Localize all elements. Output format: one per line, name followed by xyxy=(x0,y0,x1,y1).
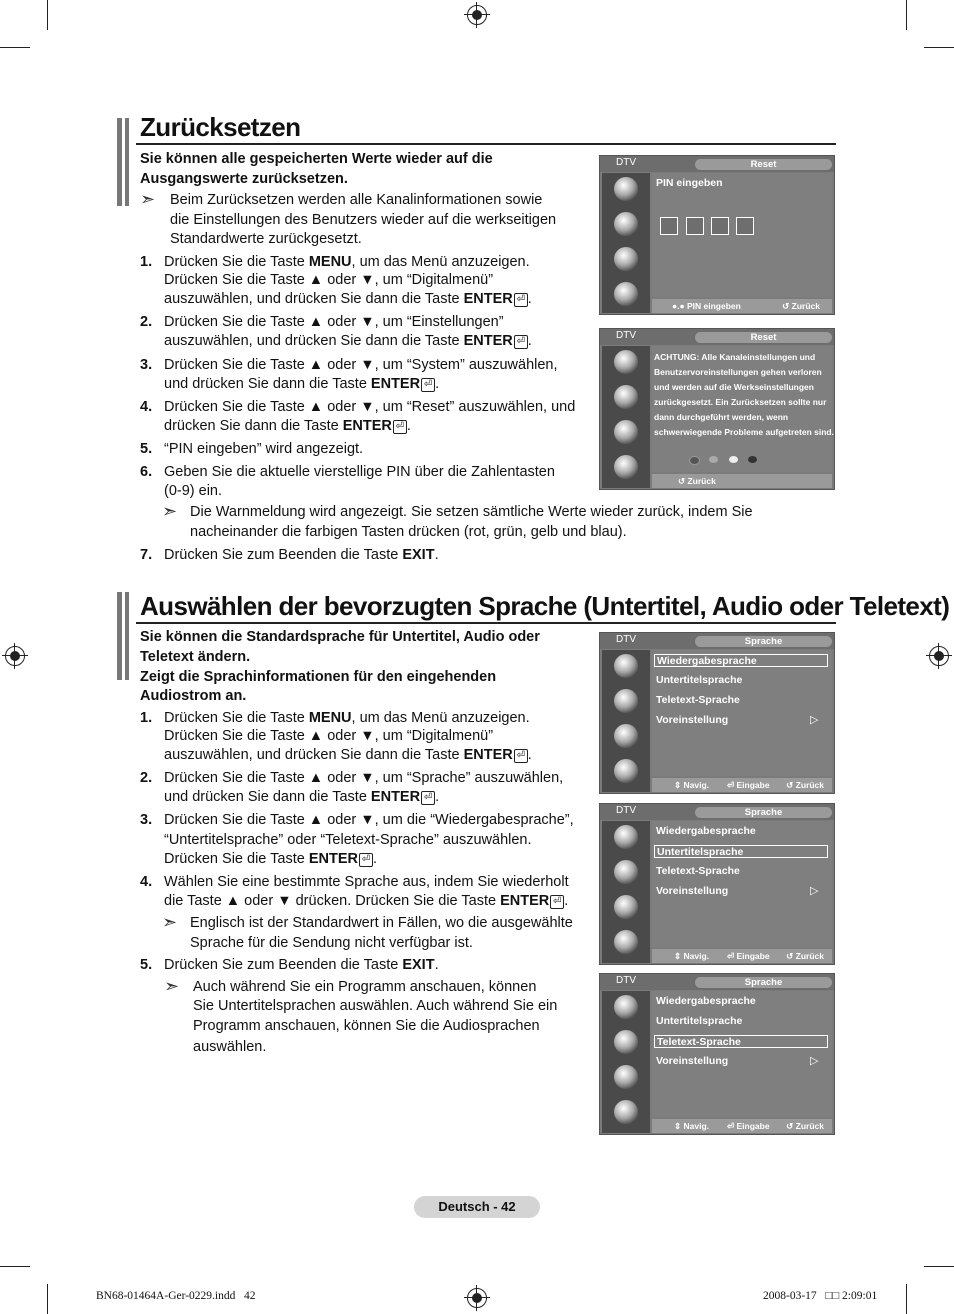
enter-icon: ⏎ xyxy=(514,335,528,349)
step-text: auszuwählen, und drücken Sie dann die Taste ENTER ⏎ . xyxy=(164,291,532,307)
step-number: 4. xyxy=(140,399,153,415)
enter-icon: ⏎ xyxy=(514,293,528,307)
step-text: Drücken Sie die Taste ▲ oder ▼, um “Sprache” auszuwählen, xyxy=(164,770,564,786)
step-text: Drücken Sie die Taste ▲ oder ▼, um “Digitalmenü” xyxy=(164,272,494,288)
step-number: 2. xyxy=(140,770,153,786)
note-arrow-icon: ➣ xyxy=(162,912,178,932)
note-text: Englisch ist der Standardwert in Fällen, wo die ausgewählte xyxy=(190,915,573,931)
note-text: Die Warnmeldung wird angezeigt. Sie setzen sämtliche Werte wieder zurück, indem Sie xyxy=(190,504,753,520)
osd-pin-title: PIN eingeben xyxy=(656,177,723,189)
osd-footer xyxy=(652,299,832,313)
registration-mark-icon xyxy=(5,646,25,666)
color-dot-red xyxy=(689,456,700,465)
osd-warning-screen xyxy=(599,328,835,490)
osd-enter-hint: ⏎ Eingabe xyxy=(727,951,770,961)
pin-digit-box xyxy=(736,217,754,235)
pin-digit-box xyxy=(711,217,729,235)
crop-mark xyxy=(906,0,907,30)
step-text: Geben Sie die aktuelle vierstellige PIN über die Zahlentasten xyxy=(164,464,555,480)
osd-back-hint: ↺ Zurück xyxy=(786,1121,824,1131)
step-text: Drücken Sie die Taste ▲ oder ▼, um “Einstellungen” xyxy=(164,314,504,330)
intro-text: Sie können alle gespeicherten Werte wieder auf die xyxy=(140,151,493,167)
osd-content xyxy=(652,346,832,472)
note-text: Standardwerte zurückgesetzt. xyxy=(170,231,362,247)
step-text: Drücken Sie die Taste MENU, um das Menü anzuzeigen. xyxy=(164,710,530,726)
sound-icon xyxy=(614,212,638,236)
step-number: 5. xyxy=(140,441,153,457)
note-arrow-icon: ➣ xyxy=(162,501,178,521)
sound-icon xyxy=(614,689,638,713)
sound-icon xyxy=(614,385,638,409)
crop-mark xyxy=(924,47,954,48)
satellite-icon xyxy=(614,350,638,374)
satellite-icon xyxy=(614,654,638,678)
gear-icon xyxy=(614,1065,638,1089)
osd-item-untertitelsprache[interactable]: Untertitelsprache xyxy=(656,674,743,686)
osd-dtv-label: DTV xyxy=(616,634,636,645)
osd-header xyxy=(600,633,834,649)
osd-sidebar xyxy=(602,650,650,792)
osd-back-hint: ↺ Zurück xyxy=(786,951,824,961)
registration-mark-icon xyxy=(467,5,487,25)
osd-content xyxy=(652,650,832,776)
osd-content xyxy=(652,991,832,1117)
intro-text: Sie können die Standardsprache für Untertitel, Audio oder xyxy=(140,629,540,645)
osd-item-voreinstellung[interactable]: Voreinstellung xyxy=(656,1055,729,1067)
osd-header xyxy=(600,974,834,990)
section-marker xyxy=(117,118,129,206)
osd-warning-text: ACHTUNG: Alle Kanaleinstellungen und Benutzervoreinstellungen gehen verloren und werden auf die Werkseinstellungen zurückgesetzt. Ein Zurücksetzen sollte nur dann durchgeführt werden, wenn schwerwiegende Probleme aufgetreten sind. xyxy=(654,352,834,437)
enter-icon: ⏎ xyxy=(550,895,564,909)
input-icon xyxy=(614,930,638,954)
note-text: Programm anschauen, können Sie die Audiosprachen xyxy=(193,1018,540,1034)
osd-item-teletext-sprache[interactable]: Teletext-Sprache xyxy=(656,865,740,877)
step-text: Drücken Sie die Taste ▲ oder ▼, um “System” auszuwählen, xyxy=(164,357,558,373)
note-text: Sie Untertitelsprachen auswählen. Auch während Sie ein xyxy=(193,998,558,1014)
gear-icon xyxy=(614,420,638,444)
step-number: 7. xyxy=(140,547,153,563)
osd-nav-hint: ⇕ Navig. xyxy=(674,1121,709,1131)
satellite-icon xyxy=(614,995,638,1019)
crop-mark xyxy=(47,1284,48,1314)
section-marker xyxy=(117,592,129,680)
note-text: auswählen. xyxy=(193,1039,267,1055)
osd-pin-screen xyxy=(599,155,835,315)
print-file-info: BN68-01464A-Ger-0229.indd 42 xyxy=(96,1290,256,1302)
step-number: 4. xyxy=(140,874,153,890)
osd-footer xyxy=(652,474,832,488)
input-icon xyxy=(614,455,638,479)
step-text: Drücken Sie die Taste ▲ oder ▼, um “Digitalmenü” xyxy=(164,728,494,744)
enter-icon: ⏎ xyxy=(514,749,528,763)
osd-header xyxy=(600,156,834,172)
osd-tab-reset: Reset xyxy=(695,332,832,343)
osd-item-untertitelsprache[interactable]: Untertitelsprache xyxy=(656,1015,743,1027)
note-text: Beim Zurücksetzen werden alle Kanalinformationen sowie xyxy=(170,192,543,208)
note-text: Auch während Sie ein Programm anschauen, können xyxy=(193,979,537,995)
osd-tab-sprache: Sprache xyxy=(695,977,832,988)
color-dot-yellow xyxy=(729,456,738,463)
input-icon xyxy=(614,759,638,783)
osd-footer xyxy=(652,778,832,792)
osd-item-voreinstellung[interactable]: Voreinstellung xyxy=(656,714,729,726)
step-text: Drücken Sie zum Beenden die Taste EXIT. xyxy=(164,547,439,563)
osd-item-wiedergabesprache[interactable]: Wiedergabesprache xyxy=(656,825,756,837)
section-rule xyxy=(136,622,836,624)
note-arrow-icon: ➣ xyxy=(164,976,180,996)
osd-pin-hint: ●.● PIN eingeben xyxy=(672,301,741,311)
osd-footer xyxy=(652,949,832,963)
registration-mark-icon xyxy=(467,1288,487,1308)
input-icon xyxy=(614,282,638,306)
step-text: auszuwählen, und drücken Sie dann die Taste ENTER ⏎ . xyxy=(164,333,532,349)
crop-mark xyxy=(924,1266,954,1267)
section-title: Zurücksetzen xyxy=(140,112,301,142)
step-text: Drücken Sie die Taste ▲ oder ▼, um “Reset” auszuwählen, und xyxy=(164,399,576,415)
step-text: und drücken Sie dann die Taste ENTER ⏎ . xyxy=(164,789,440,805)
step-text: Wählen Sie eine bestimmte Sprache aus, indem Sie wiederholt xyxy=(164,874,569,890)
intro-text: Teletext ändern. xyxy=(140,649,251,665)
osd-back-hint: ↺ Zurück xyxy=(786,780,824,790)
gear-icon xyxy=(614,247,638,271)
osd-item-wiedergabesprache[interactable]: Wiedergabesprache xyxy=(654,654,828,667)
input-icon xyxy=(614,1100,638,1124)
note-text: die Einstellungen des Benutzers wieder auf die werkseitigen xyxy=(170,212,557,228)
osd-header xyxy=(600,329,834,345)
page-number-badge: Deutsch - 42 xyxy=(414,1196,540,1218)
satellite-icon xyxy=(614,177,638,201)
osd-item-wiedergabesprache[interactable]: Wiedergabesprache xyxy=(656,995,756,1007)
crop-mark xyxy=(906,1284,907,1314)
step-text: und drücken Sie dann die Taste ENTER ⏎ . xyxy=(164,376,440,392)
osd-sidebar xyxy=(602,173,650,313)
crop-mark xyxy=(0,1266,30,1267)
chevron-right-icon: ▷ xyxy=(810,1055,819,1067)
osd-back-hint: ↺ Zurück xyxy=(678,476,716,486)
osd-item-voreinstellung[interactable]: Voreinstellung xyxy=(656,885,729,897)
step-text: “PIN eingeben” wird angezeigt. xyxy=(164,441,364,457)
step-text: drücken Sie dann die Taste ENTER ⏎ . xyxy=(164,418,411,434)
osd-tab-reset: Reset xyxy=(695,159,832,170)
step-number: 2. xyxy=(140,314,153,330)
osd-nav-hint: ⇕ Navig. xyxy=(674,951,709,961)
osd-header xyxy=(600,804,834,820)
step-number: 3. xyxy=(140,357,153,373)
osd-enter-hint: ⏎ Eingabe xyxy=(727,780,770,790)
osd-dtv-label: DTV xyxy=(616,805,636,816)
step-text: Drücken Sie die Taste MENU, um das Menü anzuzeigen. xyxy=(164,254,530,270)
step-text: auszuwählen, und drücken Sie dann die Taste ENTER ⏎ . xyxy=(164,747,532,763)
osd-dtv-label: DTV xyxy=(616,975,636,986)
gear-icon xyxy=(614,724,638,748)
osd-item-untertitelsprache[interactable]: Untertitelsprache xyxy=(654,845,828,858)
osd-tab-sprache: Sprache xyxy=(695,807,832,818)
crop-mark xyxy=(0,47,30,48)
chevron-right-icon: ▷ xyxy=(810,885,819,897)
color-dot-green xyxy=(709,456,718,463)
step-text: Drücken Sie die Taste ENTER ⏎ . xyxy=(164,851,377,867)
osd-back-hint: ↺ Zurück xyxy=(782,301,820,311)
note-text: Sprache für die Sendung nicht verfügbar ist. xyxy=(190,935,473,951)
satellite-icon xyxy=(614,825,638,849)
chevron-right-icon: ▷ xyxy=(810,714,819,726)
step-text: Drücken Sie zum Beenden die Taste EXIT. xyxy=(164,957,439,973)
section-rule xyxy=(136,143,836,145)
enter-icon: ⏎ xyxy=(421,791,435,805)
gear-icon xyxy=(614,895,638,919)
pin-digit-box xyxy=(686,217,704,235)
section-title: Auswählen der bevorzugten Sprache (Untertitel, Audio oder Teletext) xyxy=(140,591,950,621)
registration-mark-icon xyxy=(929,646,949,666)
enter-icon: ⏎ xyxy=(359,853,373,867)
osd-item-teletext-sprache[interactable]: Teletext-Sprache xyxy=(654,1035,828,1048)
osd-dtv-label: DTV xyxy=(616,157,636,168)
step-text: (0-9) ein. xyxy=(164,483,223,499)
osd-sidebar xyxy=(602,991,650,1133)
pin-digit-box xyxy=(660,217,678,235)
osd-sidebar xyxy=(602,346,650,488)
osd-item-teletext-sprache[interactable]: Teletext-Sprache xyxy=(656,694,740,706)
osd-language-screen-3 xyxy=(599,973,835,1135)
osd-language-screen-1 xyxy=(599,632,835,794)
color-dot-blue xyxy=(748,456,757,463)
step-number: 5. xyxy=(140,957,153,973)
step-number: 1. xyxy=(140,254,153,270)
step-number: 1. xyxy=(140,710,153,726)
osd-dtv-label: DTV xyxy=(616,330,636,341)
osd-enter-hint: ⏎ Eingabe xyxy=(727,1121,770,1131)
intro-text: Audiostrom an. xyxy=(140,688,247,704)
sound-icon xyxy=(614,1030,638,1054)
osd-sidebar xyxy=(602,821,650,963)
crop-mark xyxy=(47,0,48,30)
step-text: “Untertitelsprache” oder “Teletext-Sprache” auszuwählen. xyxy=(164,832,532,848)
osd-tab-sprache: Sprache xyxy=(695,636,832,647)
osd-language-screen-2 xyxy=(599,803,835,965)
step-text: die Taste ▲ oder ▼ drücken. Drücken Sie die Taste ENTER ⏎ . xyxy=(164,893,569,909)
intro-text: Zeigt die Sprachinformationen für den eingehenden xyxy=(140,669,497,685)
intro-text: Ausgangswerte zurücksetzen. xyxy=(140,171,348,187)
osd-footer xyxy=(652,1119,832,1133)
osd-content xyxy=(652,173,832,297)
sound-icon xyxy=(614,860,638,884)
note-text: nacheinander die farbigen Tasten drücken (rot, grün, gelb und blau). xyxy=(190,524,627,540)
osd-content xyxy=(652,821,832,947)
step-number: 3. xyxy=(140,812,153,828)
enter-icon: ⏎ xyxy=(393,420,407,434)
print-date-info: 2008-03-17 □□ 2:09:01 xyxy=(763,1290,878,1302)
enter-icon: ⏎ xyxy=(421,378,435,392)
step-text: Drücken Sie die Taste ▲ oder ▼, um die “Wiedergabesprache”, xyxy=(164,812,574,828)
note-arrow-icon: ➣ xyxy=(140,189,156,209)
step-number: 6. xyxy=(140,464,153,480)
osd-nav-hint: ⇕ Navig. xyxy=(674,780,709,790)
